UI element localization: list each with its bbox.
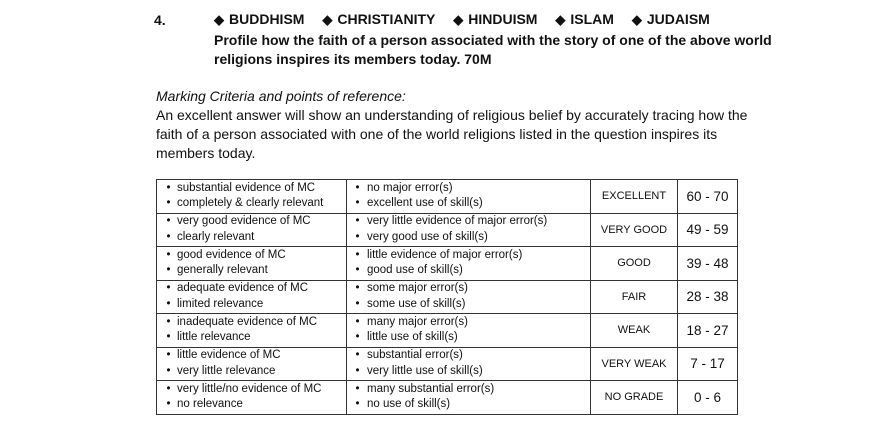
bullet-text: very good use of skill(s) xyxy=(367,230,488,243)
bullet-line xyxy=(347,230,590,246)
evidence-cell xyxy=(157,347,347,381)
bullet-icon: • xyxy=(166,215,171,228)
bullet-line xyxy=(347,181,590,197)
bullet-icon: • xyxy=(355,382,360,395)
question-number: 4. xyxy=(154,12,166,28)
criteria-text: An excellent answer will show an understanding of religious belief by accurately tracing how the faith of a person associated with one of the world religions listed in the question inspires its members today. xyxy=(156,107,748,161)
bullet-icon: • xyxy=(355,315,360,328)
religion-name: CHRISTIANITY xyxy=(337,11,436,27)
bullet-icon: • xyxy=(355,248,360,261)
bullet-icon: • xyxy=(355,331,360,344)
black-diamond-icon: ◆ xyxy=(631,12,642,27)
religion-item xyxy=(632,11,710,27)
bullet-line xyxy=(157,315,346,331)
grading-table-body xyxy=(157,180,738,415)
bullet-line xyxy=(347,248,590,264)
bullet-icon: • xyxy=(166,248,171,261)
black-diamond-icon: ◆ xyxy=(555,12,566,27)
error-skill-cell xyxy=(347,314,591,348)
bullet-text: very little evidence of major error(s) xyxy=(367,215,548,228)
religion-list xyxy=(214,11,724,28)
bullet-line xyxy=(157,382,346,398)
bullet-line xyxy=(347,348,590,364)
mark-range: 39 - 48 xyxy=(678,247,738,281)
bullet-line xyxy=(347,281,590,297)
bullet-text: no relevance xyxy=(177,398,243,411)
bullet-text: no use of skill(s) xyxy=(367,398,451,411)
bullet-text: very little/no evidence of MC xyxy=(177,382,322,395)
bullet-icon: • xyxy=(355,197,360,210)
bullet-line xyxy=(157,330,346,346)
bullet-icon: • xyxy=(355,349,360,362)
bullet-text: little evidence of major error(s) xyxy=(367,248,523,261)
grade-row xyxy=(157,213,738,247)
bullet-line xyxy=(157,181,346,197)
grade-row xyxy=(157,314,738,348)
black-diamond-icon: ◆ xyxy=(453,12,464,27)
bullet-icon: • xyxy=(166,315,171,328)
grade-label: WEAK xyxy=(591,314,678,348)
religion-item xyxy=(214,11,304,27)
bullet-icon: • xyxy=(166,382,171,395)
bullet-text: completely & clearly relevant xyxy=(177,197,324,210)
error-skill-cell xyxy=(347,180,591,214)
bullet-line xyxy=(347,397,590,413)
bullet-line xyxy=(347,263,590,279)
grade-label: VERY WEAK xyxy=(591,347,678,381)
bullet-line xyxy=(347,364,590,380)
grade-row xyxy=(157,381,738,415)
bullet-text: excellent use of skill(s) xyxy=(367,197,483,210)
bullet-icon: • xyxy=(355,398,360,411)
evidence-cell xyxy=(157,247,347,281)
bullet-icon: • xyxy=(166,297,171,310)
grade-row xyxy=(157,280,738,314)
bullet-line xyxy=(347,330,590,346)
grade-label: VERY GOOD xyxy=(591,213,678,247)
bullet-icon: • xyxy=(166,282,171,295)
religion-item xyxy=(555,11,614,27)
error-skill-cell xyxy=(347,381,591,415)
bullet-text: substantial error(s) xyxy=(367,349,463,362)
bullet-line xyxy=(157,248,346,264)
mark-range: 28 - 38 xyxy=(678,280,738,314)
evidence-cell xyxy=(157,180,347,214)
bullet-line xyxy=(157,348,346,364)
bullet-text: adequate evidence of MC xyxy=(177,282,309,295)
bullet-text: very good evidence of MC xyxy=(177,215,311,228)
error-skill-cell xyxy=(347,347,591,381)
bullet-text: very little relevance xyxy=(177,364,276,377)
bullet-text: many substantial error(s) xyxy=(367,382,495,395)
religion-name: HINDUISM xyxy=(468,11,538,27)
bullet-text: clearly relevant xyxy=(177,230,255,243)
grade-row xyxy=(157,180,738,214)
bullet-icon: • xyxy=(166,197,171,210)
grade-label: NO GRADE xyxy=(591,381,678,415)
bullet-text: little evidence of MC xyxy=(177,349,281,362)
question-task: Profile how the faith of a person associated with the story of one of the above world religions inspires its members today. 70M xyxy=(214,32,772,67)
bullet-icon: • xyxy=(166,331,171,344)
religion-item xyxy=(453,11,537,27)
bullet-line xyxy=(157,214,346,230)
religion-item xyxy=(322,11,435,27)
bullet-line xyxy=(157,281,346,297)
bullet-icon: • xyxy=(355,215,360,228)
bullet-text: some use of skill(s) xyxy=(367,297,466,310)
bullet-icon: • xyxy=(355,264,360,277)
religion-name: ISLAM xyxy=(570,11,614,27)
bullet-line xyxy=(157,297,346,313)
bullet-icon: • xyxy=(355,230,360,243)
grade-label: EXCELLENT xyxy=(591,180,678,214)
evidence-cell xyxy=(157,381,347,415)
bullet-line xyxy=(347,315,590,331)
bullet-icon: • xyxy=(355,181,360,194)
black-diamond-icon: ◆ xyxy=(322,12,333,27)
religion-name: JUDAISM xyxy=(646,11,710,27)
grading-table xyxy=(156,179,738,415)
bullet-text: very little use of skill(s) xyxy=(367,364,483,377)
bullet-line xyxy=(347,382,590,398)
mark-range: 18 - 27 xyxy=(678,314,738,348)
bullet-line xyxy=(157,397,346,413)
black-diamond-icon: ◆ xyxy=(214,12,224,27)
grade-label: FAIR xyxy=(591,280,678,314)
bullet-icon: • xyxy=(166,398,171,411)
error-skill-cell xyxy=(347,247,591,281)
bullet-text: no major error(s) xyxy=(367,181,453,194)
religion-name: BUDDHISM xyxy=(229,11,305,27)
bullet-text: good use of skill(s) xyxy=(367,264,463,277)
grade-row xyxy=(157,247,738,281)
bullet-text: substantial evidence of MC xyxy=(177,181,316,194)
grade-row xyxy=(157,347,738,381)
bullet-line xyxy=(347,214,590,230)
error-skill-cell xyxy=(347,280,591,314)
evidence-cell xyxy=(157,314,347,348)
bullet-text: inadequate evidence of MC xyxy=(177,315,318,328)
mark-range: 49 - 59 xyxy=(678,213,738,247)
bullet-icon: • xyxy=(166,364,171,377)
bullet-text: some major error(s) xyxy=(367,282,468,295)
mark-range: 60 - 70 xyxy=(678,180,738,214)
mark-range: 7 - 17 xyxy=(678,347,738,381)
bullet-icon: • xyxy=(166,264,171,277)
evidence-cell xyxy=(157,280,347,314)
bullet-text: limited relevance xyxy=(177,297,264,310)
bullet-line xyxy=(157,230,346,246)
bullet-line xyxy=(157,263,346,279)
bullet-line xyxy=(347,196,590,212)
bullet-line xyxy=(347,297,590,313)
error-skill-cell xyxy=(347,213,591,247)
bullet-line xyxy=(157,364,346,380)
grade-label: GOOD xyxy=(591,247,678,281)
bullet-text: little use of skill(s) xyxy=(367,331,458,344)
evidence-cell xyxy=(157,213,347,247)
bullet-icon: • xyxy=(166,349,171,362)
bullet-text: little relevance xyxy=(177,331,251,344)
mark-range: 0 - 6 xyxy=(678,381,738,415)
bullet-icon: • xyxy=(355,364,360,377)
bullet-text: generally relevant xyxy=(177,264,268,277)
bullet-icon: • xyxy=(355,282,360,295)
bullet-text: good evidence of MC xyxy=(177,248,286,261)
bullet-line xyxy=(157,196,346,212)
bullet-icon: • xyxy=(166,181,171,194)
bullet-icon: • xyxy=(355,297,360,310)
bullet-text: many major error(s) xyxy=(367,315,468,328)
bullet-icon: • xyxy=(166,230,171,243)
criteria-title: Marking Criteria and points of reference: xyxy=(156,88,406,104)
